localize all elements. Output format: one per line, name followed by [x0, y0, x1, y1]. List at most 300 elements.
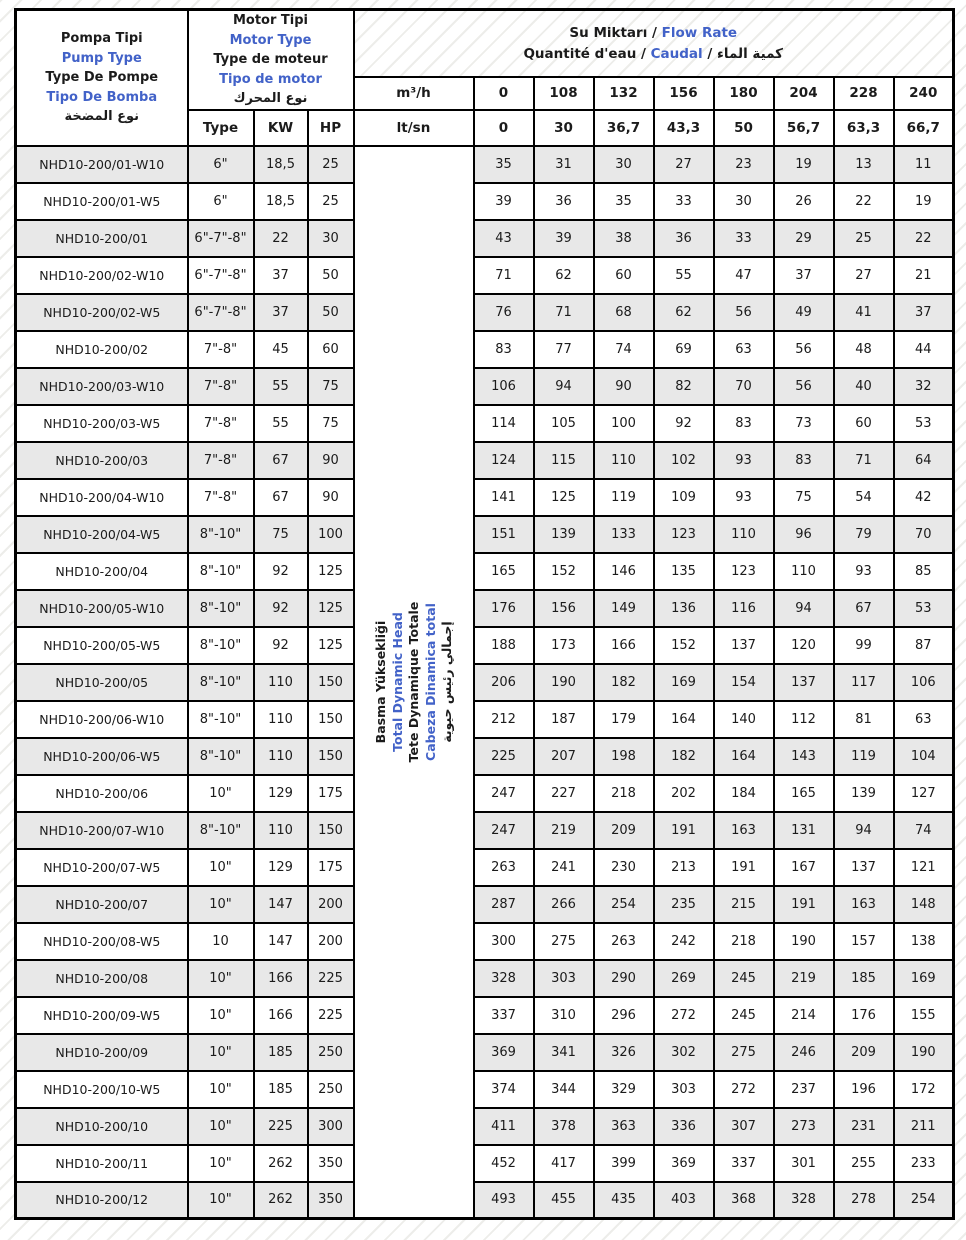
hp-cell: 250 [308, 1071, 354, 1108]
flow-value-cell: 143 [774, 738, 834, 775]
table-header [16, 10, 954, 146]
flow-value-cell: 152 [654, 627, 714, 664]
flow-value-cell: 106 [894, 664, 954, 701]
flow-value-cell: 344 [534, 1071, 594, 1108]
flow-value-cell: 184 [714, 775, 774, 812]
flow-value-cell: 94 [834, 812, 894, 849]
pump-model-cell: NHD10-200/03 [16, 442, 188, 479]
table-row [16, 775, 954, 812]
hp-cell: 90 [308, 479, 354, 516]
hp-cell: 250 [308, 1034, 354, 1071]
flow-value-cell: 227 [534, 775, 594, 812]
flow-value-cell: 337 [474, 997, 534, 1034]
flow-value-cell: 105 [534, 405, 594, 442]
flow-value-cell: 70 [894, 516, 954, 553]
flow-value-cell: 56 [774, 331, 834, 368]
flow-value-cell: 124 [474, 442, 534, 479]
flow-value-cell: 44 [894, 331, 954, 368]
flow-value-cell: 206 [474, 664, 534, 701]
flow-value-cell: 96 [774, 516, 834, 553]
motor-type-cell: 7"-8" [188, 405, 254, 442]
hp-cell: 125 [308, 590, 354, 627]
flow-value-cell: 137 [774, 664, 834, 701]
pump-model-cell: NHD10-200/03-W5 [16, 405, 188, 442]
flow-value-cell: 435 [594, 1182, 654, 1219]
flow-value-cell: 110 [774, 553, 834, 590]
hp-cell: 125 [308, 553, 354, 590]
table-row [16, 1145, 954, 1182]
pump-model-cell: NHD10-200/01-W5 [16, 183, 188, 220]
flow-value-cell: 411 [474, 1108, 534, 1145]
table-row [16, 294, 954, 331]
kw-cell: 185 [254, 1034, 308, 1071]
hp-cell: 350 [308, 1145, 354, 1182]
pump-model-cell: NHD10-200/04 [16, 553, 188, 590]
flow-value-cell: 154 [714, 664, 774, 701]
pump-model-cell: NHD10-200/07-W10 [16, 812, 188, 849]
flow-value-cell: 218 [714, 923, 774, 960]
kw-cell: 55 [254, 405, 308, 442]
hp-cell: 175 [308, 849, 354, 886]
kw-cell: 262 [254, 1182, 308, 1219]
flow-ltsn-value: 63,3 [834, 110, 894, 146]
pump-model-cell: NHD10-200/10-W5 [16, 1071, 188, 1108]
hp-cell: 225 [308, 997, 354, 1034]
flow-value-cell: 11 [894, 146, 954, 183]
flow-value-cell: 27 [654, 146, 714, 183]
flow-value-cell: 209 [594, 812, 654, 849]
motor-type-cell: 8"-10" [188, 627, 254, 664]
flow-value-cell: 202 [654, 775, 714, 812]
motor-type-cell: 7"-8" [188, 442, 254, 479]
kw-cell: 262 [254, 1145, 308, 1182]
hp-cell: 225 [308, 960, 354, 997]
flow-value-cell: 296 [594, 997, 654, 1034]
flow-value-cell: 328 [474, 960, 534, 997]
motor-type-cell: 10" [188, 1071, 254, 1108]
flow-value-cell: 163 [714, 812, 774, 849]
kw-cell: 92 [254, 627, 308, 664]
flow-value-cell: 140 [714, 701, 774, 738]
flow-value-cell: 263 [474, 849, 534, 886]
flow-value-cell: 73 [774, 405, 834, 442]
kw-cell: 37 [254, 257, 308, 294]
table-row [16, 664, 954, 701]
flow-value-cell: 133 [594, 516, 654, 553]
flow-rate-header [354, 10, 954, 78]
flow-value-cell: 176 [474, 590, 534, 627]
flow-value-cell: 272 [714, 1071, 774, 1108]
pump-model-cell: NHD10-200/06-W10 [16, 701, 188, 738]
kw-cell: 37 [254, 294, 308, 331]
flow-ltsn-value: 0 [474, 110, 534, 146]
motor-type-cell: 10" [188, 1145, 254, 1182]
hp-cell: 100 [308, 516, 354, 553]
flow-value-cell: 48 [834, 331, 894, 368]
pump-type-line-ar: نوع المضخة [64, 109, 140, 124]
total-dynamic-head-label [372, 601, 455, 762]
total-dynamic-head-line: Basma Yüksekliği [372, 620, 388, 744]
flow-value-cell: 247 [474, 812, 534, 849]
flow-value-cell: 43 [474, 220, 534, 257]
pump-model-cell: NHD10-200/07-W5 [16, 849, 188, 886]
flow-value-cell: 368 [714, 1182, 774, 1219]
flow-value-cell: 127 [894, 775, 954, 812]
flow-value-cell: 190 [894, 1034, 954, 1071]
flow-value-cell: 179 [594, 701, 654, 738]
flow-value-cell: 151 [474, 516, 534, 553]
flow-value-cell: 235 [654, 886, 714, 923]
flow-value-cell: 139 [834, 775, 894, 812]
flow-value-cell: 38 [594, 220, 654, 257]
motor-type-line-es: Tipo de motor [219, 71, 322, 87]
flow-value-cell: 403 [654, 1182, 714, 1219]
pump-model-cell: NHD10-200/08-W5 [16, 923, 188, 960]
flow-value-cell: 87 [894, 627, 954, 664]
flow-m3h-value: 240 [894, 77, 954, 109]
flow-value-cell: 310 [534, 997, 594, 1034]
motor-type-col-label: Type [188, 110, 254, 146]
pump-type-line-en: Pump Type [61, 50, 142, 66]
pump-specification-table [14, 8, 955, 1220]
hp-cell: 25 [308, 146, 354, 183]
pump-model-cell: NHD10-200/02-W5 [16, 294, 188, 331]
total-dynamic-head-line: إجمالي رئيس حيوية [438, 621, 454, 743]
kw-cell: 110 [254, 664, 308, 701]
kw-cell: 129 [254, 849, 308, 886]
motor-type-cell: 7"-8" [188, 331, 254, 368]
flow-value-cell: 92 [654, 405, 714, 442]
flow-value-cell: 136 [654, 590, 714, 627]
flow-value-cell: 36 [654, 220, 714, 257]
flow-value-cell: 149 [594, 590, 654, 627]
flow-value-cell: 110 [714, 516, 774, 553]
hp-col-label: HP [308, 110, 354, 146]
flow-value-cell: 157 [834, 923, 894, 960]
kw-cell: 129 [254, 775, 308, 812]
flow-value-cell: 79 [834, 516, 894, 553]
flow-value-cell: 156 [534, 590, 594, 627]
flow-value-cell: 85 [894, 553, 954, 590]
flow-value-cell: 74 [594, 331, 654, 368]
kw-cell: 110 [254, 812, 308, 849]
flow-value-cell: 155 [894, 997, 954, 1034]
motor-type-cell: 6"-7"-8" [188, 257, 254, 294]
flow-value-cell: 198 [594, 738, 654, 775]
flow-value-cell: 104 [894, 738, 954, 775]
flow-value-cell: 137 [834, 849, 894, 886]
flow-value-cell: 33 [654, 183, 714, 220]
flow-value-cell: 341 [534, 1034, 594, 1071]
table-row [16, 960, 954, 997]
flow-ltsn-value: 30 [534, 110, 594, 146]
flow-value-cell: 190 [774, 923, 834, 960]
flow-value-cell: 29 [774, 220, 834, 257]
pump-model-cell: NHD10-200/05-W5 [16, 627, 188, 664]
flow-value-cell: 114 [474, 405, 534, 442]
flow-value-cell: 300 [474, 923, 534, 960]
motor-type-cell: 10 [188, 923, 254, 960]
kw-cell: 22 [254, 220, 308, 257]
flow-value-cell: 137 [714, 627, 774, 664]
hp-cell: 200 [308, 886, 354, 923]
table-row [16, 923, 954, 960]
flow-value-cell: 82 [654, 368, 714, 405]
unit-ltsn-label: lt/sn [354, 110, 474, 146]
flow-value-cell: 188 [474, 627, 534, 664]
flow-ltsn-value: 36,7 [594, 110, 654, 146]
flow-value-cell: 33 [714, 220, 774, 257]
table-row [16, 590, 954, 627]
motor-type-line-tr: Motor Tipi [232, 13, 309, 28]
flow-value-cell: 301 [774, 1145, 834, 1182]
flow-value-cell: 56 [714, 294, 774, 331]
flow-value-cell: 81 [834, 701, 894, 738]
kw-cell: 92 [254, 590, 308, 627]
table-row [16, 146, 954, 183]
flow-value-cell: 241 [534, 849, 594, 886]
pump-model-cell: NHD10-200/08 [16, 960, 188, 997]
motor-type-cell: 10" [188, 1108, 254, 1145]
flow-value-cell: 62 [654, 294, 714, 331]
table-row [16, 886, 954, 923]
kw-cell: 147 [254, 923, 308, 960]
flow-value-cell: 75 [774, 479, 834, 516]
flow-value-cell: 187 [534, 701, 594, 738]
flow-value-cell: 230 [594, 849, 654, 886]
flow-value-cell: 100 [594, 405, 654, 442]
flow-value-cell: 23 [714, 146, 774, 183]
flow-value-cell: 60 [594, 257, 654, 294]
flow-value-cell: 191 [714, 849, 774, 886]
flow-value-cell: 219 [774, 960, 834, 997]
flow-value-cell: 115 [534, 442, 594, 479]
flow-value-cell: 102 [654, 442, 714, 479]
flow-m3h-value: 156 [654, 77, 714, 109]
flow-value-cell: 36 [534, 183, 594, 220]
kw-cell: 67 [254, 442, 308, 479]
flow-value-cell: 163 [834, 886, 894, 923]
flow-value-cell: 219 [534, 812, 594, 849]
flow-value-cell: 125 [534, 479, 594, 516]
motor-type-cell: 8"-10" [188, 553, 254, 590]
flow-m3h-value: 108 [534, 77, 594, 109]
pump-model-cell: NHD10-200/04-W5 [16, 516, 188, 553]
flow-m3h-value: 180 [714, 77, 774, 109]
flow-value-cell: 83 [774, 442, 834, 479]
flow-value-cell: 35 [594, 183, 654, 220]
kw-cell: 45 [254, 331, 308, 368]
kw-cell: 225 [254, 1108, 308, 1145]
flow-value-cell: 215 [714, 886, 774, 923]
flow-value-cell: 83 [714, 405, 774, 442]
flow-value-cell: 67 [834, 590, 894, 627]
flow-value-cell: 93 [834, 553, 894, 590]
motor-type-cell: 8"-10" [188, 664, 254, 701]
flow-value-cell: 245 [714, 960, 774, 997]
pump-model-cell: NHD10-200/06-W5 [16, 738, 188, 775]
motor-type-cell: 8"-10" [188, 738, 254, 775]
motor-type-cell: 10" [188, 960, 254, 997]
kw-cell: 18,5 [254, 183, 308, 220]
flow-value-cell: 452 [474, 1145, 534, 1182]
flow-value-cell: 176 [834, 997, 894, 1034]
flow-rate-title-line1: Su Miktarı / Flow Rate [569, 24, 738, 41]
flow-value-cell: 374 [474, 1071, 534, 1108]
flow-value-cell: 71 [474, 257, 534, 294]
flow-value-cell: 246 [774, 1034, 834, 1071]
motor-type-cell: 10" [188, 775, 254, 812]
motor-type-cell: 8"-10" [188, 516, 254, 553]
flow-value-cell: 302 [654, 1034, 714, 1071]
motor-type-header [188, 10, 354, 110]
flow-value-cell: 173 [534, 627, 594, 664]
pump-model-cell: NHD10-200/09-W5 [16, 997, 188, 1034]
motor-type-cell: 6" [188, 146, 254, 183]
flow-value-cell: 93 [714, 442, 774, 479]
motor-type-line-fr: Type de moteur [213, 52, 328, 67]
flow-value-cell: 369 [654, 1145, 714, 1182]
flow-value-cell: 94 [534, 368, 594, 405]
flow-value-cell: 71 [534, 294, 594, 331]
flow-value-cell: 182 [594, 664, 654, 701]
table-row [16, 183, 954, 220]
flow-value-cell: 166 [594, 627, 654, 664]
flow-value-cell: 37 [774, 257, 834, 294]
hp-cell: 50 [308, 257, 354, 294]
flow-value-cell: 329 [594, 1071, 654, 1108]
flow-value-cell: 493 [474, 1182, 534, 1219]
flow-m3h-value: 0 [474, 77, 534, 109]
total-dynamic-head-line: Total Dynamic Head [388, 611, 404, 752]
flow-value-cell: 378 [534, 1108, 594, 1145]
flow-value-cell: 169 [654, 664, 714, 701]
motor-type-cell: 7"-8" [188, 368, 254, 405]
flow-value-cell: 278 [834, 1182, 894, 1219]
pump-type-header [16, 10, 188, 146]
flow-value-cell: 196 [834, 1071, 894, 1108]
flow-value-cell: 121 [894, 849, 954, 886]
flow-value-cell: 27 [834, 257, 894, 294]
flow-value-cell: 191 [774, 886, 834, 923]
flow-value-cell: 119 [834, 738, 894, 775]
table-row [16, 812, 954, 849]
flow-value-cell: 190 [534, 664, 594, 701]
hp-cell: 60 [308, 331, 354, 368]
pump-type-line-es: Tipo De Bomba [46, 89, 158, 105]
flow-value-cell: 19 [894, 183, 954, 220]
flow-value-cell: 218 [594, 775, 654, 812]
flow-value-cell: 231 [834, 1108, 894, 1145]
flow-value-cell: 109 [654, 479, 714, 516]
flow-value-cell: 39 [534, 220, 594, 257]
table-row [16, 553, 954, 590]
flow-value-cell: 90 [594, 368, 654, 405]
flow-ltsn-value: 50 [714, 110, 774, 146]
kw-cell: 75 [254, 516, 308, 553]
table-row [16, 516, 954, 553]
flow-value-cell: 138 [894, 923, 954, 960]
motor-type-line-ar: نوع المحرك [233, 91, 308, 106]
pump-model-cell: NHD10-200/04-W10 [16, 479, 188, 516]
flow-m3h-value: 204 [774, 77, 834, 109]
table-row [16, 701, 954, 738]
kw-cell: 110 [254, 701, 308, 738]
table-row [16, 257, 954, 294]
flow-value-cell: 273 [774, 1108, 834, 1145]
hp-cell: 125 [308, 627, 354, 664]
table-row [16, 997, 954, 1034]
flow-value-cell: 135 [654, 553, 714, 590]
hp-cell: 150 [308, 812, 354, 849]
flow-m3h-value: 132 [594, 77, 654, 109]
flow-value-cell: 22 [894, 220, 954, 257]
table-row [16, 1071, 954, 1108]
total-dynamic-head-line: Tete Dynamique Totale [405, 601, 421, 763]
table-row [16, 849, 954, 886]
flow-value-cell: 32 [894, 368, 954, 405]
total-dynamic-head-column [354, 146, 474, 1219]
flow-value-cell: 212 [474, 701, 534, 738]
kw-cell: 147 [254, 886, 308, 923]
flow-value-cell: 169 [894, 960, 954, 997]
flow-value-cell: 39 [474, 183, 534, 220]
flow-value-cell: 47 [714, 257, 774, 294]
flow-value-cell: 207 [534, 738, 594, 775]
kw-cell: 18,5 [254, 146, 308, 183]
flow-value-cell: 40 [834, 368, 894, 405]
flow-value-cell: 30 [714, 183, 774, 220]
flow-value-cell: 272 [654, 997, 714, 1034]
flow-value-cell: 214 [774, 997, 834, 1034]
hp-cell: 200 [308, 923, 354, 960]
flow-value-cell: 123 [654, 516, 714, 553]
motor-type-cell: 6" [188, 183, 254, 220]
table-row [16, 1108, 954, 1145]
motor-type-cell: 10" [188, 1034, 254, 1071]
flow-value-cell: 21 [894, 257, 954, 294]
flow-value-cell: 167 [774, 849, 834, 886]
pump-model-cell: NHD10-200/10 [16, 1108, 188, 1145]
flow-value-cell: 117 [834, 664, 894, 701]
table-row [16, 1034, 954, 1071]
flow-value-cell: 60 [834, 405, 894, 442]
flow-value-cell: 35 [474, 146, 534, 183]
flow-value-cell: 287 [474, 886, 534, 923]
kw-cell: 110 [254, 738, 308, 775]
table-row [16, 331, 954, 368]
flow-value-cell: 213 [654, 849, 714, 886]
table-row [16, 627, 954, 664]
hp-cell: 175 [308, 775, 354, 812]
flow-value-cell: 307 [714, 1108, 774, 1145]
hp-cell: 150 [308, 701, 354, 738]
motor-type-cell: 8"-10" [188, 590, 254, 627]
motor-type-cell: 10" [188, 1182, 254, 1219]
hp-cell: 90 [308, 442, 354, 479]
flow-value-cell: 254 [594, 886, 654, 923]
unit-m3h-label: m³/h [354, 77, 474, 109]
pump-model-cell: NHD10-200/09 [16, 1034, 188, 1071]
flow-value-cell: 242 [654, 923, 714, 960]
pump-model-cell: NHD10-200/06 [16, 775, 188, 812]
pump-model-cell: NHD10-200/01 [16, 220, 188, 257]
table-row [16, 220, 954, 257]
pump-model-cell: NHD10-200/07 [16, 886, 188, 923]
flow-value-cell: 49 [774, 294, 834, 331]
flow-value-cell: 42 [894, 479, 954, 516]
flow-m3h-value: 228 [834, 77, 894, 109]
